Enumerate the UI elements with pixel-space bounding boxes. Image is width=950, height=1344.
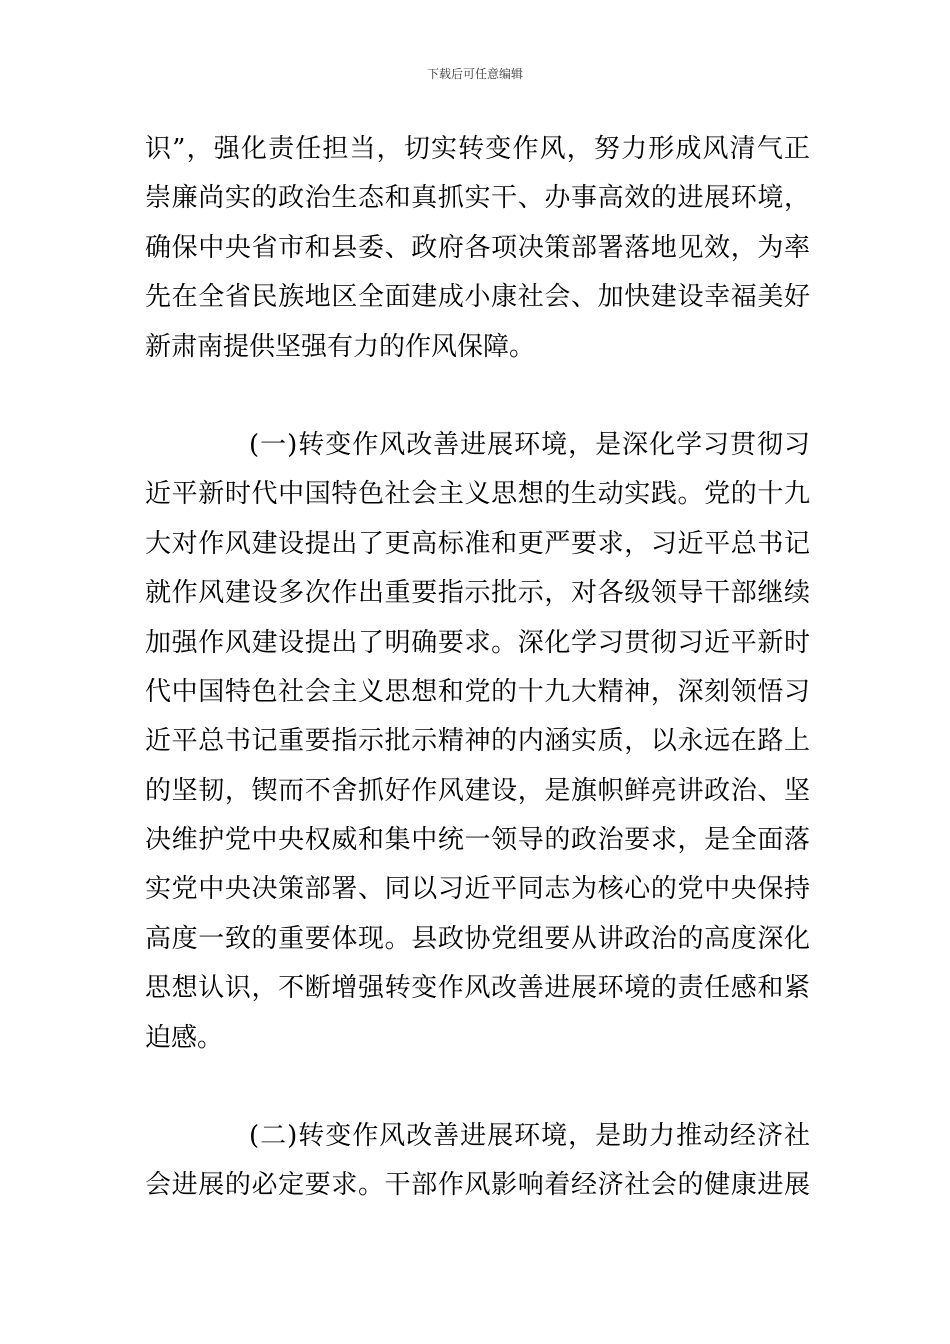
text-line: 加强作风建设提出了明确要求。深化学习贯彻习近平新时 bbox=[145, 627, 810, 658]
paragraph-gap bbox=[145, 372, 810, 421]
text-line: 就作风建设多次作出重要指示批示，对各级领导干部继续 bbox=[145, 578, 810, 609]
text-line: 大对作风建设提出了更高标准和更严要求，习近平总书记 bbox=[145, 528, 810, 559]
text-line: 代中国特色社会主义思想和党的十九大精神，深刻领悟习 bbox=[145, 676, 810, 707]
text-line: 先在全省民族地区全面建成小康社会、加快建设幸福美好 bbox=[145, 282, 810, 313]
text-line: 迫感。 bbox=[145, 1022, 224, 1053]
text-line: 崇廉尚实的政治生态和真抓实干、办事高效的进展环境， bbox=[145, 183, 810, 214]
text-line: (二)转变作风改善进展环境，是助力推动经济社 bbox=[249, 1121, 810, 1152]
paragraph-gap bbox=[145, 1063, 810, 1112]
text-line: 的坚韧，锲而不舍抓好作风建设，是旗帜鲜亮讲政治、坚 bbox=[145, 775, 810, 806]
paragraph-continuation bbox=[145, 125, 810, 372]
text-line: 确保中央省市和县委、政府各项决策部署落地见效，为率 bbox=[145, 232, 810, 263]
text-line: (一)转变作风改善进展环境，是深化学习贯彻习 bbox=[249, 429, 810, 460]
text-line: 近平新时代中国特色社会主义思想的生动实践。党的十九 bbox=[145, 479, 810, 510]
text-line: 高度一致的重要体现。县政协党组要从讲政治的高度深化 bbox=[145, 923, 810, 954]
text-line: 近平总书记重要指示批示精神的内涵实质，以永远在路上 bbox=[145, 726, 810, 757]
paragraph-section-2 bbox=[145, 1112, 810, 1211]
paragraph-section-1 bbox=[145, 421, 810, 1063]
text-line: 决维护党中央权威和集中统一领导的政治要求，是全面落 bbox=[145, 825, 810, 856]
page-header: 下载后可任意编辑 bbox=[426, 67, 523, 81]
text-line: 会进展的必定要求。干部作风影响着经济社会的健康进展 bbox=[145, 1170, 810, 1201]
text-line: 思想认识，不断增强转变作风改善进展环境的责任感和紧 bbox=[145, 973, 810, 1004]
text-line: 实党中央决策部署、同以习近平同志为核心的党中央保持 bbox=[145, 874, 810, 905]
text-line: 识”，强化责任担当，切实转变作风，努力形成风清气正 bbox=[145, 134, 810, 164]
document-body bbox=[145, 125, 810, 1211]
text-line: 新肃南提供坚强有力的作风保障。 bbox=[145, 331, 536, 362]
